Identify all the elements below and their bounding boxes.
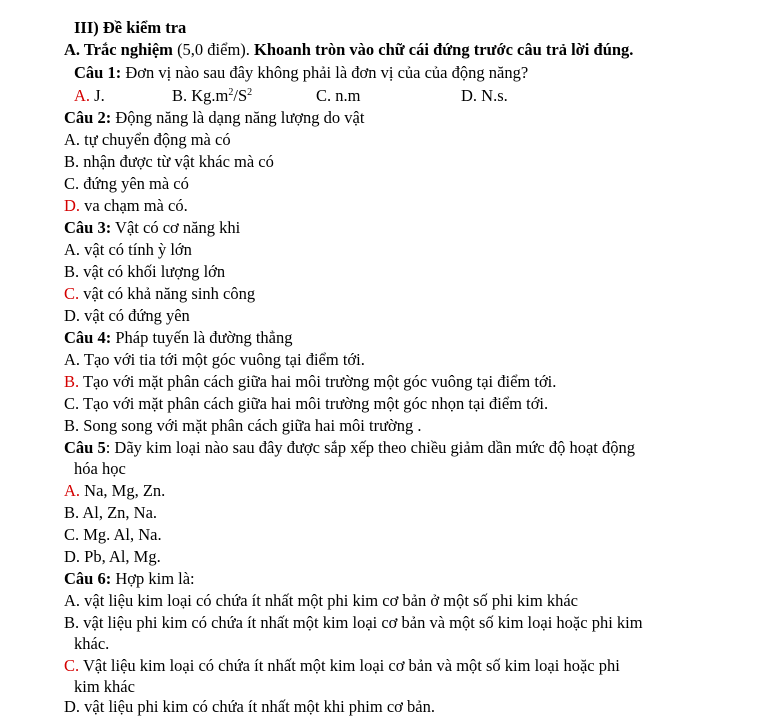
question-1 [74, 63, 528, 83]
q2-option-d[interactable] [64, 196, 188, 216]
question-5-label: Câu 5 [64, 438, 106, 457]
q3-option-c-text: vật có khả năng sinh công [79, 284, 256, 303]
q6-option-c-text: Vật liệu kim loại có chứa ít nhất một kim loại cơ bản và một số kim loại hoặc phi [79, 656, 620, 675]
part-a-label: A. Trắc nghiệm [64, 40, 173, 59]
q2-option-b[interactable]: B. nhận được từ vật khác mà có [64, 152, 274, 171]
question-1-options [0, 86, 771, 106]
q5-option-a-text: Na, Mg, Zn. [80, 481, 166, 500]
q3-option-b[interactable]: B. vật có khối lượng lớn [64, 262, 226, 281]
q5-option-c[interactable]: C. Mg. Al, Na. [64, 525, 162, 544]
q6-option-d[interactable]: D. vật liệu phi kim có chứa ít nhất một khi phim cơ bản. [64, 697, 435, 716]
q2-option-a[interactable]: A. tự chuyển động mà có [64, 130, 231, 149]
q5-option-a[interactable] [64, 481, 165, 501]
q6-option-b[interactable]: B. vật liệu phi kim có chứa ít nhất một kim loại cơ bản và một số kim loại hoặc phi kim [64, 613, 643, 632]
question-2-label: Câu 2: [64, 108, 112, 127]
q1-option-c[interactable]: C. n.m [316, 86, 361, 105]
q3-option-c[interactable] [64, 284, 255, 304]
q6-option-c[interactable] [64, 656, 620, 676]
section-title: III) Đề kiểm tra [74, 18, 187, 37]
question-3-label: Câu 3: [64, 218, 112, 237]
part-a-header [64, 40, 633, 60]
question-2 [64, 108, 364, 128]
q4-option-b-letter: B. [64, 372, 80, 391]
question-4-label: Câu 4: [64, 328, 112, 347]
question-5-text-line2: hóa học [74, 459, 126, 478]
q6-option-c-letter: C. [64, 656, 80, 675]
q6-option-b-continued: khác. [74, 634, 110, 653]
q2-option-c[interactable]: C. đứng yên mà có [64, 174, 189, 193]
question-1-label: Câu 1: [74, 63, 122, 82]
question-1-text: Đơn vị nào sau đây không phải là đơn vị của của động năng? [121, 63, 529, 82]
question-6-text: Hợp kim là: [111, 569, 195, 588]
q1-option-a-letter: A. [74, 86, 91, 105]
q3-option-d[interactable]: D. vật có đứng yên [64, 306, 190, 325]
q4-option-a[interactable]: A. Tạo với tia tới một góc vuông tại điểm tới. [64, 350, 365, 369]
q4-option-b-text: Tạo với mặt phân cách giữa hai môi trường một góc vuông tại điểm tới. [79, 372, 557, 391]
q3-option-c-letter: C. [64, 284, 80, 303]
q1-option-b[interactable] [172, 86, 252, 106]
part-a-points: (5,0 điểm). [172, 40, 255, 59]
q1-option-b-text: B. Kg.m [172, 86, 229, 105]
q2-option-d-text: va chạm mà có. [80, 196, 188, 215]
q1-option-b-sup1: 2 [228, 87, 234, 98]
question-3 [64, 218, 240, 238]
q1-option-d[interactable]: D. N.s. [461, 86, 508, 105]
q4-option-c[interactable]: C. Tạo với mặt phân cách giữa hai môi trường một góc nhọn tại điểm tới. [64, 394, 549, 413]
q5-option-d[interactable]: D. Pb, Al, Mg. [64, 547, 161, 566]
q5-option-a-letter: A. [64, 481, 81, 500]
question-5 [64, 438, 635, 458]
q2-option-d-letter: D. [64, 196, 81, 215]
question-2-text: Động năng là dạng năng lượng do vật [111, 108, 365, 127]
q4-option-d[interactable]: B. Song song với mặt phân cách giữa hai môi trường . [64, 416, 422, 435]
q1-option-b-mid: /S [233, 86, 248, 105]
q1-option-a[interactable] [74, 86, 105, 106]
q1-option-a-text: J. [90, 86, 105, 105]
q6-option-a[interactable]: A. vật liệu kim loại có chứa ít nhất một phi kim cơ bản ở một số phi kim khác [64, 591, 578, 610]
q4-option-b[interactable] [64, 372, 556, 392]
question-6 [64, 569, 195, 589]
question-6-label: Câu 6: [64, 569, 112, 588]
question-5-text-line1: : Dãy kim loại nào sau đây được sắp xếp theo chiều giảm dần mức độ hoạt động [105, 438, 635, 457]
part-a-instruction: Khoanh tròn vào chữ cái đứng trước câu trả lời đúng. [254, 40, 634, 59]
q6-option-c-continued: kim khác [74, 677, 135, 696]
question-4 [64, 328, 293, 348]
q1-option-b-sup2: 2 [247, 87, 253, 98]
q3-option-a[interactable]: A. vật có tính ỳ lớn [64, 240, 192, 259]
question-4-text: Pháp tuyến là đường thẳng [111, 328, 293, 347]
question-3-text: Vật có cơ năng khi [111, 218, 241, 237]
q5-option-b[interactable]: B. Al, Zn, Na. [64, 503, 158, 522]
